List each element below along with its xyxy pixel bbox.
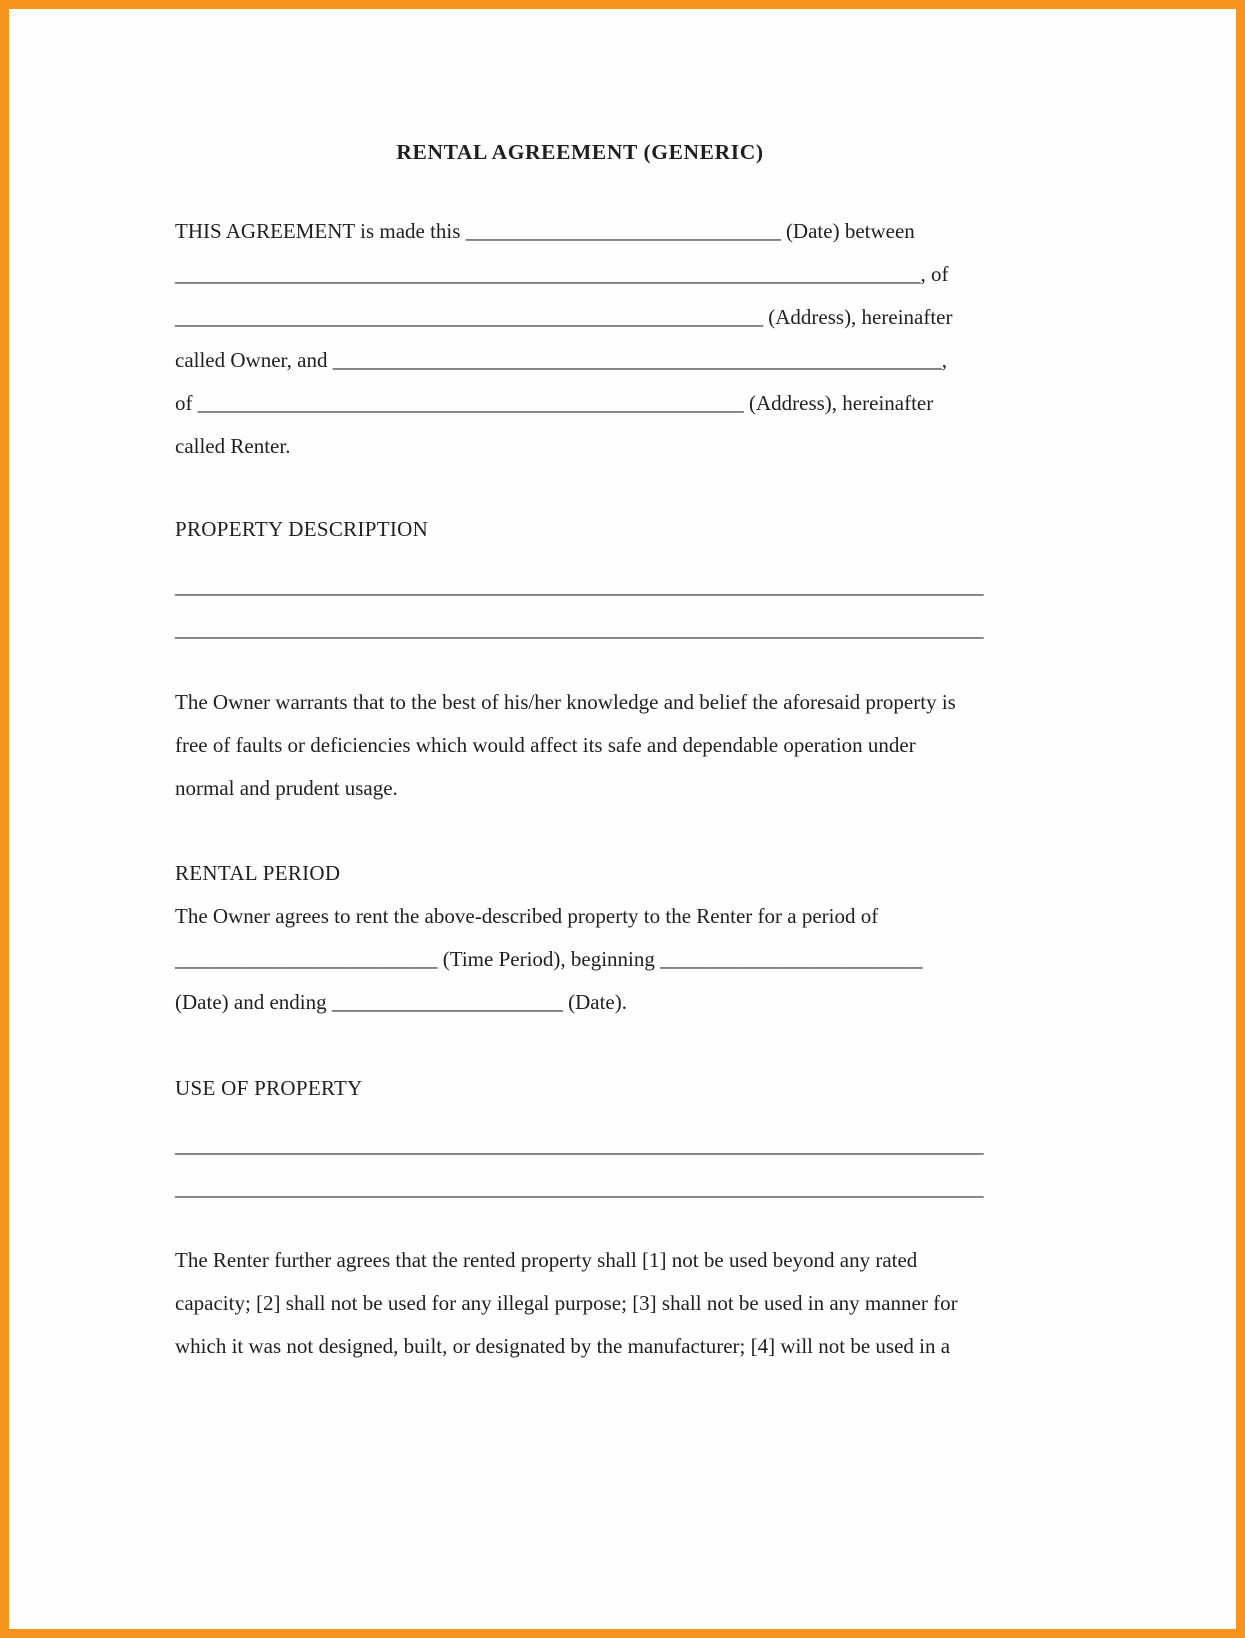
rental-period-line: (Date) and ending ______________________ (Date). bbox=[175, 990, 627, 1014]
renter-agrees-line: which it was not designed, built, or designated by the manufacturer; [4] will not be used in a bbox=[175, 1334, 951, 1358]
intro-line: _______________________________________________________________________, of bbox=[175, 262, 949, 286]
fill-in-blank-line: _____________________________________________________________________________ bbox=[175, 617, 984, 641]
renter-agrees-line: The Renter further agrees that the rented property shall [1] not be used beyond any rated bbox=[175, 1248, 918, 1272]
intro-paragraph bbox=[175, 210, 1009, 468]
rental-period-paragraph bbox=[175, 895, 1009, 1024]
warranty-line: free of faults or deficiencies which would affect its safe and dependable operation under bbox=[175, 733, 916, 757]
document-title: RENTAL AGREEMENT (GENERIC) bbox=[396, 140, 764, 164]
fill-in-blank-line: _____________________________________________________________________________ bbox=[175, 574, 984, 598]
fill-in-blank-line: _____________________________________________________________________________ bbox=[175, 1176, 984, 1200]
warranty-paragraph bbox=[175, 681, 1009, 810]
fill-in-blank-line: _____________________________________________________________________________ bbox=[175, 1133, 984, 1157]
intro-line: ________________________________________________________ (Address), hereinafter bbox=[175, 305, 953, 329]
section-heading-use-of-property: USE OF PROPERTY bbox=[175, 1076, 363, 1100]
intro-line: of ____________________________________________________ (Address), hereinafter bbox=[175, 391, 934, 415]
intro-line: called Renter. bbox=[175, 434, 291, 458]
warranty-line: The Owner warrants that to the best of his/her knowledge and belief the aforesaid property is bbox=[175, 690, 956, 714]
section-heading-property-description: PROPERTY DESCRIPTION bbox=[175, 517, 429, 541]
rental-period-line: _________________________ (Time Period), beginning _________________________ bbox=[175, 947, 923, 971]
rental-period-line: The Owner agrees to rent the above-described property to the Renter for a period of bbox=[175, 904, 879, 928]
intro-line: called Owner, and __________________________________________________________, bbox=[175, 348, 948, 372]
intro-line: THIS AGREEMENT is made this ______________________________ (Date) between bbox=[175, 219, 915, 243]
warranty-line: normal and prudent usage. bbox=[175, 776, 398, 800]
renter-agrees-line: capacity; [2] shall not be used for any illegal purpose; [3] shall not be used in any manner for bbox=[175, 1291, 958, 1315]
renter-agrees-paragraph bbox=[175, 1239, 1009, 1368]
document-content bbox=[9, 9, 1009, 1368]
section-heading-rental-period: RENTAL PERIOD bbox=[175, 861, 341, 885]
